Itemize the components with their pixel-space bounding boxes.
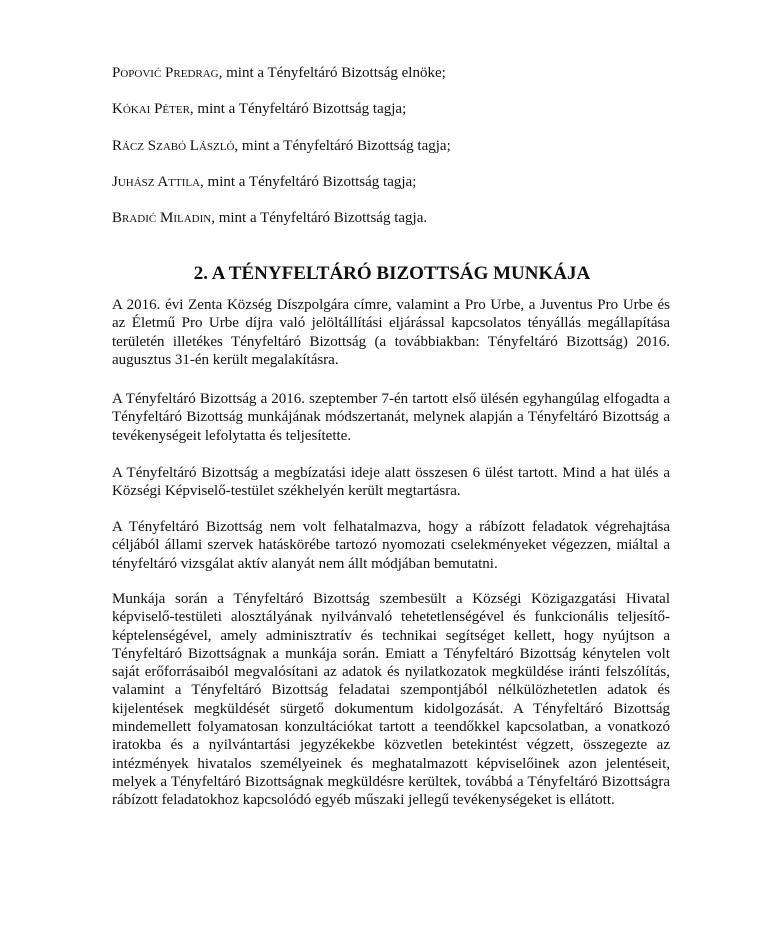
member-line <box>112 209 427 227</box>
paragraph-1: A 2016. évi Zenta Község Díszpolgára címre, valamint a Pro Urbe, a Juventus Pro Urbe és az Életmű Pro Urbe díjra való jelöltállítási eljárással kapcsolatos tényállás megállapítása területén illetékes Tényfeltáró Bizottság (a továbbiakban: Tényfeltáró Bizottság) 2016. augusztus 31-én került megalakításra. <box>112 297 670 368</box>
member-role: , mint a Tényfeltáró Bizottság tagja. <box>211 210 428 226</box>
member-line <box>112 64 446 82</box>
member-name: Kókai Péter <box>112 101 190 117</box>
member-role: , mint a Tényfeltáró Bizottság tagja; <box>234 138 451 154</box>
member-name: Popović Predrag <box>112 65 219 81</box>
paragraph-2: A Tényfeltáró Bizottság a 2016. szeptember 7-én tartott első ülésén egyhangúlag elfogadta a Tényfeltáró Bizottság munkájának módszertanát, melynek alapján a Tényfeltáró Bizottság a tevékenységeit lefolytatta és teljesítette. <box>112 391 670 444</box>
paragraph-5: Munkája során a Tényfeltáró Bizottság szembesült a Községi Közigazgatási Hivatal képviselő-testületi alosztályának nyilvánvaló tehetetlenségével és funkcionális teljesítő-képtelenségével, amely adminisztratív és technikai segítséget kellett, hogy nyújtson a Tényfeltáró Bizottságnak a munkája során. Emiatt a Tényfeltáró Bizottság kénytelen volt saját erőforrásaiból megvalósítani az adatok és nyilatkozatok megküldése iránti felszólítás, valamint a Tényfeltáró Bizottság feladatai szempontjából nélkülözhetetlen adatok és kijelentések megküldését sürgető dokumentum kidolgozását. A Tényfeltáró Bizottság mindemellett folyamatosan konzultációkat tartott a teendőkkel kapcsolatban, a vonatkozó iratokba és a nyilvántartási jegyzékekbe közvetlen betekintést végzett, összegezte az intézmények hivatalos személyeinek és meghatalmazott képviselőinek azon jelentéseit, melyek a Tényfeltáró Bizottságnak megküldésre kerültek, továbbá a Tényfeltáró Bizottságra rábízott feladatokhoz kapcsolódó egyéb műszaki jellegű tevékenységeket is ellátott. <box>112 591 670 809</box>
paragraph-3: A Tényfeltáró Bizottság a megbízatási ideje alatt összesen 6 ülést tartott. Mind a hat ülés a Községi Képviselő-testület székhelyén került megtartásra. <box>112 465 670 500</box>
paragraph-4: A Tényfeltáró Bizottság nem volt felhatalmazva, hogy a rábízott feladatok végrehajtása céljából állami szervek hatáskörébe tartozó nyomozati cselekményeket végezzen, miáltal a tényfeltáró vizsgálat aktív alanyát nem állt módjában bemutatni. <box>112 519 670 572</box>
section-heading: 2. A TÉNYFELTÁRÓ BIZOTTSÁG MUNKÁJA <box>193 263 591 284</box>
member-role: , mint a Tényfeltáró Bizottság elnöke; <box>218 65 446 81</box>
member-name: Rácz Szabó László <box>112 138 235 154</box>
member-line <box>112 100 406 118</box>
member-line <box>112 173 416 191</box>
member-line <box>112 137 451 155</box>
member-name: Bradić Miladin <box>112 210 212 226</box>
member-role: , mint a Tényfeltáró Bizottság tagja; <box>200 174 417 190</box>
member-name: Juhász Attila <box>112 174 201 190</box>
member-role: , mint a Tényfeltáró Bizottság tagja; <box>189 101 407 117</box>
